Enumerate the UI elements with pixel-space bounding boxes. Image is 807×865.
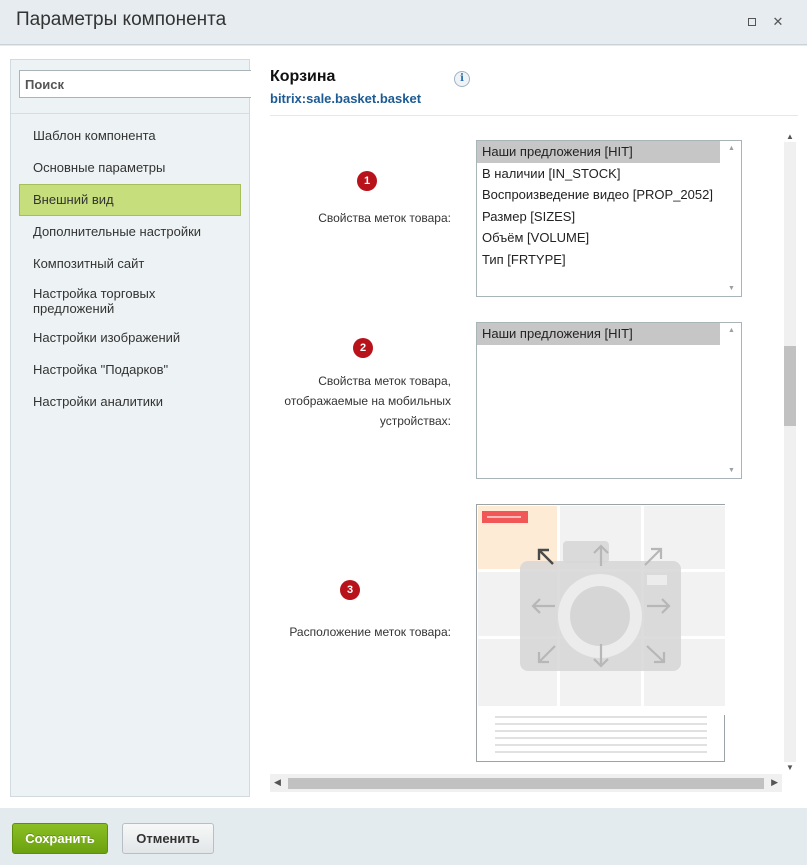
- list-item[interactable]: Тип [FRTYPE]: [482, 251, 566, 267]
- labels-props-listbox[interactable]: [476, 140, 742, 297]
- sidebar-item-basic-params[interactable]: Основные параметры: [33, 160, 166, 175]
- labels-props-mobile-label: [270, 371, 451, 431]
- sidebar-item-composite[interactable]: Композитный сайт: [33, 256, 145, 271]
- scroll-up-icon[interactable]: ▲: [728, 145, 735, 152]
- list-item[interactable]: Наши предложения [HIT]: [477, 141, 720, 163]
- sidebar-item-images[interactable]: Настройки изображений: [33, 330, 181, 345]
- component-code: bitrix:sale.basket.basket: [270, 91, 422, 106]
- list-item[interactable]: Воспроизведение видео [PROP_2052]: [482, 187, 713, 202]
- label-line: отображаемые на мобильных: [284, 394, 451, 408]
- save-button[interactable]: Сохранить: [12, 823, 108, 854]
- vertical-scrollbar[interactable]: [782, 130, 798, 774]
- list-item[interactable]: Объём [VOLUME]: [482, 230, 590, 245]
- dialog-content: [0, 46, 807, 808]
- maximize-button[interactable]: [743, 13, 761, 31]
- label-line: Свойства меток товара,: [318, 374, 451, 388]
- search-box: [19, 70, 251, 100]
- maximize-icon: [748, 18, 756, 26]
- scroll-thumb[interactable]: [288, 778, 764, 789]
- close-icon: ✕: [772, 14, 784, 29]
- scroll-down-icon[interactable]: ▼: [728, 285, 735, 292]
- sidebar-nav: [19, 120, 241, 418]
- labels-props-mobile-listbox[interactable]: [476, 322, 742, 479]
- labels-props-label: Свойства меток товара:: [318, 211, 451, 225]
- scroll-thumb[interactable]: [784, 346, 796, 426]
- scroll-track[interactable]: [784, 142, 796, 762]
- labels-position-label: Расположение меток товара:: [289, 625, 451, 639]
- list-item[interactable]: Размер [SIZES]: [482, 208, 576, 224]
- header-divider: [270, 115, 798, 116]
- listbox-scrollbar[interactable]: [724, 141, 741, 296]
- grid-cell-top-right[interactable]: [644, 506, 725, 569]
- sidebar-item-gifts[interactable]: Настройка "Подарков": [33, 362, 169, 377]
- window-title: Параметры компонента: [16, 9, 227, 30]
- list-item[interactable]: Наши предложения [HIT]: [477, 323, 720, 345]
- hint-badge-2: 2: [353, 338, 373, 358]
- sidebar-item-additional[interactable]: Дополнительные настройки: [33, 224, 202, 239]
- hint-badge-3: 3: [340, 580, 360, 600]
- search-input[interactable]: [19, 70, 251, 98]
- params-scroll-area: [270, 130, 800, 774]
- labels-position-picker[interactable]: [476, 504, 725, 762]
- listbox-scrollbar[interactable]: [724, 323, 741, 478]
- dialog-footer: [0, 808, 807, 865]
- search-divider: [11, 113, 249, 114]
- scroll-down-icon[interactable]: ▼: [728, 467, 735, 474]
- scroll-right-icon[interactable]: ▶: [771, 777, 778, 787]
- scroll-left-icon[interactable]: ◀: [274, 777, 281, 787]
- title-bar: [0, 0, 807, 45]
- sidebar-item-offers[interactable]: Настройка торговых предложений: [33, 286, 156, 316]
- hint-badge-1: 1: [357, 171, 377, 191]
- scroll-down-icon[interactable]: ▼: [786, 763, 794, 772]
- horizontal-scrollbar[interactable]: [270, 774, 782, 792]
- sidebar-item-analytics[interactable]: Настройки аналитики: [33, 394, 164, 409]
- position-grid-graphic: [477, 505, 726, 763]
- sidebar: [10, 59, 250, 797]
- main-panel: [270, 46, 800, 806]
- scroll-up-icon[interactable]: ▲: [728, 327, 735, 334]
- sidebar-item-template[interactable]: Шаблон компонента: [33, 128, 156, 143]
- close-button[interactable]: [769, 13, 787, 31]
- component-title: Корзина: [270, 68, 336, 85]
- label-line: устройствах:: [379, 414, 451, 428]
- sidebar-item-appearance[interactable]: Внешний вид: [19, 184, 241, 216]
- cancel-button[interactable]: Отменить: [122, 823, 214, 854]
- scroll-up-icon[interactable]: ▲: [786, 132, 794, 141]
- list-item[interactable]: В наличии [IN_STOCK]: [482, 165, 621, 181]
- info-icon[interactable]: i: [454, 71, 470, 87]
